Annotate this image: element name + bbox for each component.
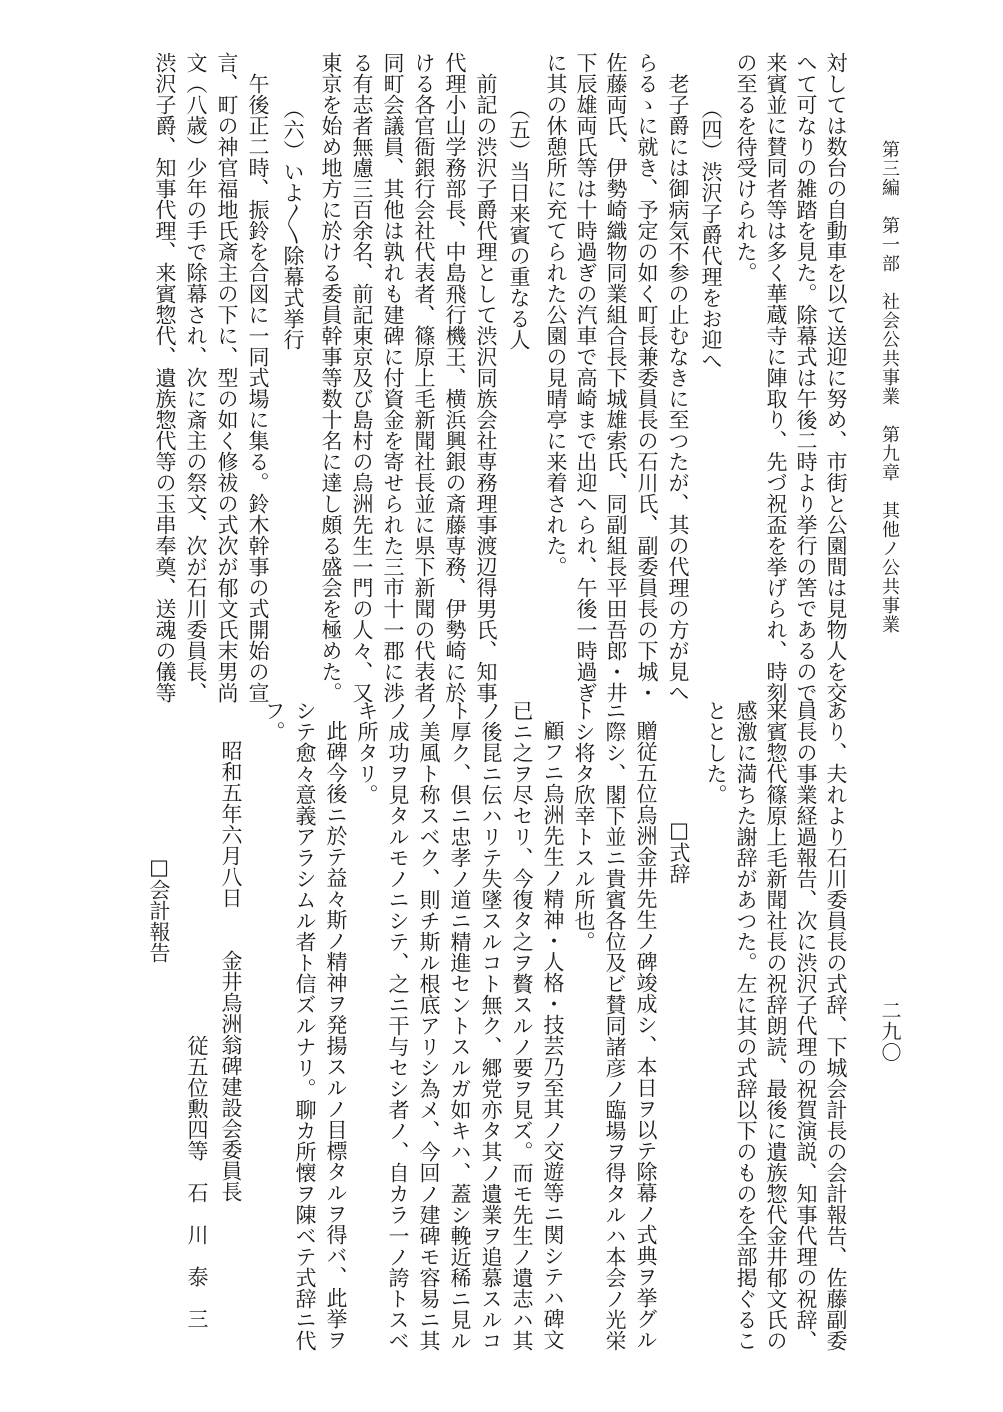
text-column: フ。 — [262, 700, 286, 742]
text-column: の至るを待受けられた。 — [734, 52, 758, 283]
section-heading: （六）いよ〳〵除幕式挙行 — [281, 98, 305, 350]
date-signature: 昭和五年六月八日 金井烏洲翁碑建設会委員長 — [219, 740, 243, 1202]
text-column: へて可なりの雑踏を見た。除幕式は午後二時より挙行の筈であるので — [794, 52, 818, 703]
text-column: 午後正二時、振鈴を合図に一同式場に集る。鈴木幹事の式開始の宣 — [246, 73, 270, 703]
text-column: 来賓惣代篠原上毛新聞社長の祝辞朗読、最後に遺族惣代金井郁文氏の — [764, 700, 788, 1351]
text-column: キ所タリ。 — [355, 700, 379, 805]
text-column: 贈従五位烏洲金井先生ノ碑竣成シ、本日ヲ以テ除幕ノ式典ヲ挙グル — [634, 720, 658, 1350]
text-column: 員長の事業経過報告、次に渋沢子代理の祝賀演説、知事代理の祝辞、 — [794, 700, 818, 1351]
section-heading: （五）当日来賓の重なる人 — [507, 98, 531, 350]
text-column: 已ニ之ヲ尽セリ、今復タ之ヲ贅スルノ要ヲ見ズ。而モ先生ノ遺志ハ其 — [510, 700, 534, 1351]
text-column: 対しては数台の自動車を以て送迎に努め、市街と公園間は見物人を交 — [824, 52, 848, 703]
section-heading: （四）渋沢子爵代理をお迎へ — [699, 98, 723, 371]
text-column: 代理小山学務部長、中島飛行機王、横浜興銀の斎藤専務、伊勢崎に於 — [443, 52, 467, 703]
signature-name: 従五位勲四等 石 川 泰 三 — [185, 1035, 209, 1329]
text-column: ノ後昆ニ伝ハリテ失墜スルコト無ク、郷党亦タ其ノ遺業ヲ追慕スルコ — [479, 700, 503, 1351]
text-column: あり、夫れより石川委員長の式辞、下城会計長の会計報告、佐藤副委 — [824, 700, 848, 1351]
text-column: ける各官衙銀行会社代表者、篠原上毛新聞社長並に県下新聞の代表者 — [412, 52, 436, 703]
text-column: 佐藤両氏、伊勢崎織物同業組合長下城雄索氏、同副組長平田吾郎・井 — [604, 52, 628, 703]
text-column: シテ愈々意義アラシムル者ト信ズルナリ。聊カ所懐ヲ陳ベテ式辞ニ代 — [293, 700, 317, 1351]
text-column: 渋沢子爵、知事代理、来賓惣代、遺族惣代等の玉串奉奠、送魂の儀等 — [153, 52, 177, 703]
section-heading: □会計報告 — [147, 855, 171, 963]
page-number: 二九〇 — [878, 1000, 902, 1063]
text-column: ととした。 — [704, 700, 728, 805]
text-column: 感激に満ちた謝辞があつた。左に其の式辞以下のものを全部掲ぐるこ — [734, 700, 758, 1351]
text-column: 前記の渋沢子爵代理として渋沢同族会社専務理事渡辺得男氏、知事 — [474, 73, 498, 703]
text-column: 東京を始め地方に於ける委員幹事等数十名に達し頗る盛会を極めた。 — [319, 52, 343, 703]
text-column: 下辰雄両氏等は十時過ぎの汽車で高崎まで出迎へられ、午後一時過ぎ — [574, 52, 598, 703]
text-column: ノ美風ト称スベク、則チ斯ル根底アリシ為メ、今回ノ建碑モ容易ニ其 — [417, 700, 441, 1351]
text-column: ノ成功ヲ見タルモノニシテ、之ニ干与セシ者ノ、自カラ一ノ誇トスベ — [386, 700, 410, 1351]
text-column: ト厚ク、倶ニ忠孝ノ道ニ精進セントスルガ如キハ、蓋シ輓近稀ニ見ル — [448, 700, 472, 1351]
text-column: 言、町の神官福地氏斎主の下に、型の如く修祓の式次が郁文氏末男尚 — [215, 52, 239, 703]
text-column: らるゝに就き、予定の如く町長兼委員長の石川氏、副委員長の下城・ — [635, 52, 659, 703]
text-column: 来賓並に賛同者等は多く華蔵寺に陣取り、先づ祝盃を挙げられ、時刻 — [764, 52, 788, 703]
section-heading: □式辞 — [667, 818, 691, 884]
text-column: る有志者無慮三百余名、前記東京及び島村の烏洲先生一門の人々、又 — [350, 52, 374, 703]
text-column: 同町会議員、其他は孰れも建碑に付資金を寄せられた三市十一郡に渉 — [381, 52, 405, 703]
text-column: 文（八歳）少年の手で除幕され、次に斎主の祭文、次が石川委員長、 — [184, 52, 208, 703]
text-column: トシ将タ欣幸トスル所也。 — [572, 700, 596, 952]
text-column: に其の休憩所に充てられた公園の見晴亭に来着された。 — [544, 52, 568, 577]
text-column: 此碑今後ニ於テ益々斯ノ精神ヲ発揚スルノ目標タルヲ得バ、此挙ヲ — [324, 720, 348, 1350]
text-column: ニ際シ、閣下並ニ貴賓各位及ビ賛同諸彦ノ臨場ヲ得タルハ本会ノ光栄 — [603, 700, 627, 1351]
running-header: 第三編 第一部 社会公共事業 第九章 其他ノ公共事業 — [879, 140, 900, 634]
text-column: 老子爵には御病気不参の止むなきに至つたが、其の代理の方が見へ — [666, 73, 690, 703]
text-column: 顧フニ烏洲先生ノ精神・人格・技芸乃至其ノ交遊等ニ関シテハ碑文 — [541, 720, 565, 1350]
